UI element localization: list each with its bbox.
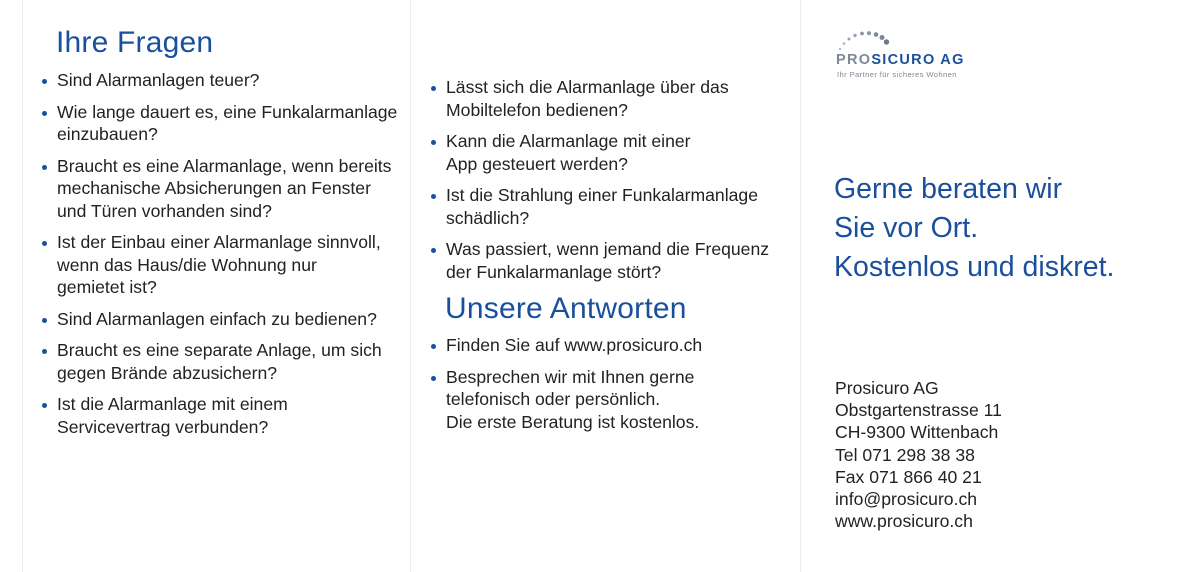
answers-list	[431, 334, 796, 433]
logo-slogan: Ihr Partner für sicheres Wohnen	[837, 70, 957, 79]
questions-column-2	[431, 0, 796, 442]
email-link[interactable]: info@prosicuro.ch	[835, 489, 978, 510]
company-name: Prosicuro AG	[835, 378, 939, 398]
fold-line	[800, 0, 801, 572]
question-item: Was passiert, wenn jemand die Frequenz der Funkalarmanlage stört?	[431, 238, 796, 283]
city: CH-9300 Wittenbach	[835, 422, 999, 443]
website-link[interactable]: www.prosicuro.ch	[835, 511, 973, 532]
questions-list-1	[42, 69, 407, 438]
questions-column-1	[42, 0, 407, 447]
phone: Tel 071 298 38 38	[835, 444, 975, 465]
answer-item: Besprechen wir mit Ihnen gerne telefonisch oder persönlich. Die erste Beratung ist kostenlos.	[431, 366, 796, 434]
fax: Fax 071 866 40 21	[835, 466, 982, 487]
contact-address	[835, 377, 1002, 532]
question-item: Ist der Einbau einer Alarmanlage sinnvoll, wenn das Haus/die Wohnung nur gemietet ist?	[42, 231, 407, 299]
question-item: Wie lange dauert es, eine Funkalarmanlage einzubauen?	[42, 101, 407, 146]
question-item: Braucht es eine separate Anlage, um sich gegen Brände abzusichern?	[42, 339, 407, 384]
question-item: Sind Alarmanlagen einfach zu bedienen?	[42, 308, 407, 331]
question-item: Ist die Alarmanlage mit einem Servicevertrag verbunden?	[42, 393, 407, 438]
fold-line	[22, 0, 23, 572]
tagline-line: Gerne beraten wir	[834, 173, 1063, 205]
logo-wordmark: PROSICURO AG	[836, 52, 965, 68]
question-item: Lässt sich die Alarmanlage über das Mobiltelefon bedienen?	[431, 76, 796, 121]
questions-list-2	[431, 76, 796, 283]
tagline-line: Kostenlos und diskret.	[834, 251, 1115, 283]
question-item: Ist die Strahlung einer Funkalarmanlage schädlich?	[431, 184, 796, 229]
question-item: Kann die Alarmanlage mit einer App gesteuert werden?	[431, 130, 796, 175]
question-item: Sind Alarmanlagen teuer?	[42, 69, 407, 92]
question-item: Braucht es eine Alarmanlage, wenn bereits mechanische Absicherungen an Fenster und Türen vorhanden sind?	[42, 155, 407, 223]
dot-arc-icon	[836, 30, 896, 54]
street: Obstgartenstrasse 11	[835, 400, 1002, 421]
tagline-line: Sie vor Ort.	[834, 212, 979, 244]
fold-line	[410, 0, 411, 572]
answer-item: Finden Sie auf www.prosicuro.ch	[431, 334, 796, 357]
tagline	[834, 170, 1114, 287]
answers-heading: Unsere Antworten	[445, 292, 687, 325]
questions-heading: Ihre Fragen	[56, 26, 214, 59]
